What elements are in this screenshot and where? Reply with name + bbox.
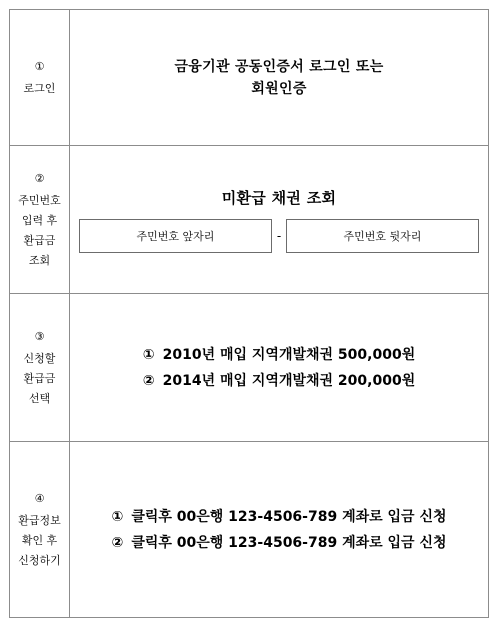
option-text: 2010년 매입 지역개발채권 500,000원 — [162, 346, 416, 363]
step-label-line: 선택 — [28, 391, 51, 405]
step-label-line: 환급정보 — [18, 513, 61, 527]
step-label — [10, 442, 70, 617]
step-content — [70, 294, 488, 441]
step-number: ④ — [34, 491, 45, 505]
id-separator: - — [276, 228, 282, 243]
step-number: ② — [34, 171, 45, 185]
step-row-apply — [10, 441, 488, 617]
step-content — [70, 10, 488, 145]
step-label-line: 조회 — [28, 253, 51, 267]
step-content — [70, 146, 488, 293]
step-label-line: 입력 후 — [21, 213, 58, 227]
id-front-field[interactable]: 주민번호 앞자리 — [79, 219, 272, 253]
refund-option-1[interactable] — [143, 342, 415, 368]
step-label-line: 환급금 — [23, 371, 56, 385]
procedure-table — [9, 9, 489, 618]
refund-option-2[interactable] — [143, 368, 415, 394]
step-row-login — [10, 10, 488, 145]
login-instruction-line: 금융기관 공동인증서 로그인 또는 — [174, 58, 384, 75]
step-number: ③ — [34, 329, 45, 343]
step-row-id-lookup — [10, 145, 488, 293]
step-label-line: 확인 후 — [21, 533, 58, 547]
id-number-inputs — [79, 219, 479, 253]
step-label-line: 로그인 — [23, 81, 56, 95]
option-text: 2014년 매입 지역개발채권 200,000원 — [162, 372, 416, 389]
lookup-title: 미환급 채권 조회 — [221, 188, 337, 207]
step-label — [10, 146, 70, 293]
step-label — [10, 10, 70, 145]
option-marker: ② — [111, 534, 124, 551]
option-marker: ② — [142, 372, 155, 389]
option-text: 클릭후 00은행 123-4506-789 계좌로 입금 신청 — [131, 534, 447, 551]
id-back-field[interactable]: 주민번호 뒷자리 — [286, 219, 479, 253]
option-marker: ① — [142, 346, 155, 363]
step-number: ① — [34, 59, 45, 73]
step-label-line: 주민번호 — [18, 193, 61, 207]
step-content — [70, 442, 488, 617]
option-text: 클릭후 00은행 123-4506-789 계좌로 입금 신청 — [131, 508, 447, 525]
login-instruction-line: 회원인증 — [251, 80, 307, 97]
step-label-line: 신청할 — [23, 351, 56, 365]
step-row-select-refund — [10, 293, 488, 441]
step-label — [10, 294, 70, 441]
step-label-line: 신청하기 — [18, 553, 61, 567]
apply-option-2[interactable] — [111, 530, 446, 556]
option-marker: ① — [111, 508, 124, 525]
step-label-line: 환급금 — [23, 233, 56, 247]
apply-option-1[interactable] — [111, 504, 446, 530]
